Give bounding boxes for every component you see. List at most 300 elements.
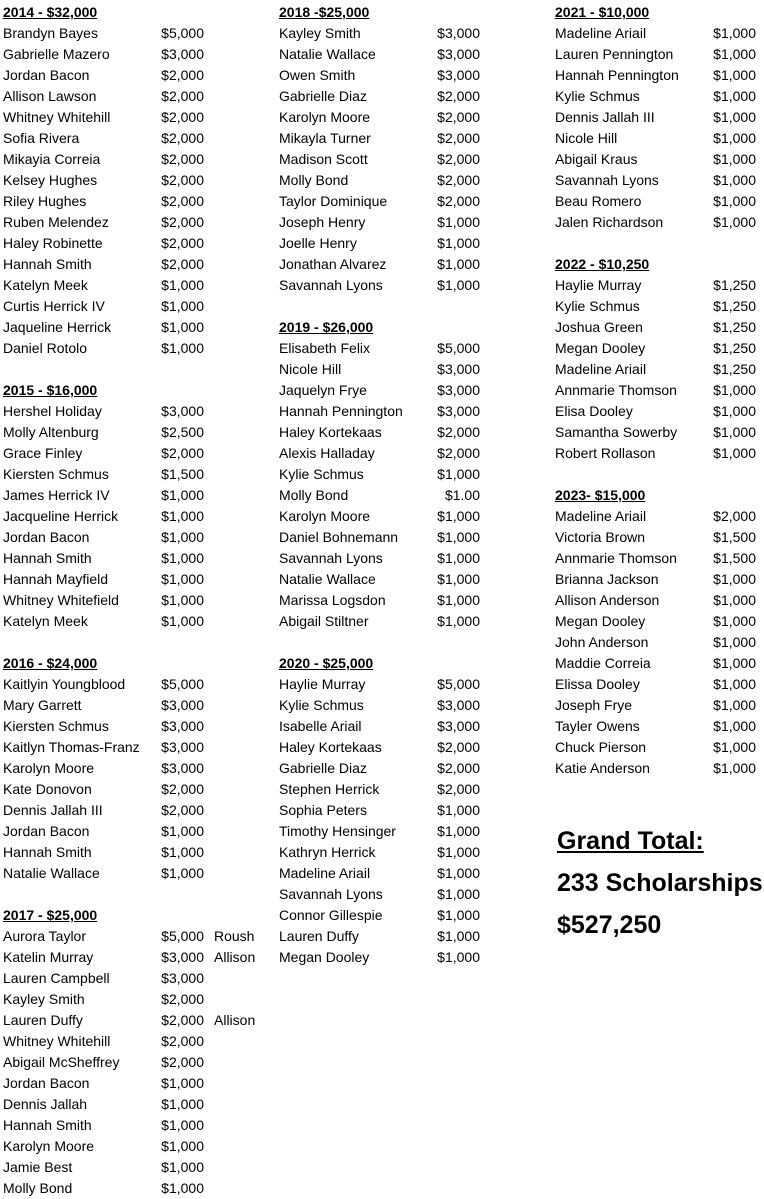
scholarship-row [279, 464, 549, 485]
scholarship-row [279, 212, 549, 233]
award-amount: $1,000 [161, 844, 204, 860]
award-amount: $2,000 [161, 214, 204, 230]
award-amount: $1.00 [444, 487, 480, 503]
award-amount: $1,000 [437, 949, 480, 965]
year-header: 2022 - $10,250 [555, 256, 650, 272]
year-section [555, 254, 764, 485]
award-amount: $1,000 [713, 634, 756, 650]
scholarship-row [3, 191, 273, 212]
award-amount: $1,000 [713, 613, 756, 629]
award-amount: $2,000 [161, 1054, 204, 1070]
scholarship-row [3, 401, 273, 422]
recipient-name: Kaitlyn Thomas-Franz [3, 739, 140, 755]
scholarship-row [3, 317, 273, 338]
recipient-name: Hannah Mayfield [3, 571, 109, 587]
recipient-name: Brianna Jackson [555, 571, 659, 587]
award-amount: $1,500 [161, 466, 204, 482]
scholarship-row [3, 212, 273, 233]
recipient-name: Hannah Smith [3, 1117, 92, 1133]
scholarship-row [279, 758, 549, 779]
recipient-name: Haley Robinette [3, 235, 103, 251]
recipient-name: Alexis Halladay [279, 445, 375, 461]
year-section [3, 653, 273, 905]
scholarship-row [3, 800, 273, 821]
award-amount: $3,000 [437, 46, 480, 62]
award-amount: $2,000 [437, 130, 480, 146]
award-amount: $1,000 [161, 613, 204, 629]
award-amount: $1,000 [713, 46, 756, 62]
scholarship-row [555, 359, 764, 380]
recipient-name: Natalie Wallace [279, 571, 376, 587]
recipient-name: Jacqueline Herrick [3, 508, 119, 524]
recipient-name: Savannah Lyons [555, 172, 659, 188]
recipient-name: Whitney Whitehill [3, 109, 111, 125]
scholarship-row [555, 548, 764, 569]
award-amount: $1,000 [713, 571, 756, 587]
award-amount: $1,000 [161, 571, 204, 587]
year-section [555, 485, 764, 779]
award-amount: $2,000 [161, 130, 204, 146]
scholarship-row [279, 254, 549, 275]
recipient-name: Jordan Bacon [3, 823, 90, 839]
award-amount: $5,000 [161, 25, 204, 41]
recipient-name: Gabrielle Diaz [279, 88, 367, 104]
recipient-name: Haylie Murray [555, 277, 642, 293]
recipient-name: Annmarie Thomson [555, 382, 677, 398]
scholarship-row [3, 1031, 273, 1052]
award-amount: $2,000 [437, 739, 480, 755]
scholarship-row [3, 527, 273, 548]
recipient-name: Hannah Pennington [279, 403, 403, 419]
year-header: 2019 - $26,000 [279, 319, 374, 335]
scholarship-row [279, 401, 549, 422]
recipient-name: Hershel Holiday [3, 403, 102, 419]
scholarship-row [279, 863, 549, 884]
recipient-name: Savannah Lyons [279, 550, 383, 566]
scholarship-row [279, 779, 549, 800]
recipient-name: Lauren Pennington [555, 46, 674, 62]
scholarship-row [555, 23, 764, 44]
recipient-name: Hannah Smith [3, 256, 92, 272]
award-amount: $3,000 [437, 361, 480, 377]
scholarship-row [555, 296, 764, 317]
award-amount: $2,000 [437, 760, 480, 776]
scholarship-row [555, 401, 764, 422]
scholarship-row [555, 695, 764, 716]
recipient-name: Sophia Peters [279, 802, 367, 818]
recipient-name: Kelsey Hughes [3, 172, 98, 188]
recipient-name: Robert Rollason [555, 445, 656, 461]
scholarship-row [279, 86, 549, 107]
award-amount: $1,000 [713, 424, 756, 440]
scholarship-row [3, 485, 273, 506]
scholarship-row [3, 233, 273, 254]
year-section [555, 2, 764, 254]
award-amount: $1,000 [161, 529, 204, 545]
recipient-name: Taylor Dominique [279, 193, 388, 209]
award-amount: $5,000 [437, 340, 480, 356]
scholarship-row [3, 44, 273, 65]
award-amount: $1,000 [161, 340, 204, 356]
award-amount: $1,000 [437, 613, 480, 629]
scholarship-row [3, 65, 273, 86]
recipient-name: Haley Kortekaas [279, 739, 382, 755]
scholarship-row [555, 527, 764, 548]
award-amount: $2,000 [161, 1033, 204, 1049]
scholarship-row [3, 149, 273, 170]
award-amount: $1,000 [713, 403, 756, 419]
award-amount: $1,000 [437, 802, 480, 818]
recipient-name: Madeline Ariail [279, 865, 371, 881]
scholarship-row [279, 23, 549, 44]
scholarship-row [3, 1010, 273, 1031]
scholarship-row [279, 905, 549, 926]
scholarship-row [279, 506, 549, 527]
recipient-name: Stephen Herrick [279, 781, 380, 797]
recipient-name: Madison Scott [279, 151, 368, 167]
recipient-name: Madeline Ariail [555, 361, 647, 377]
recipient-name: Allison Lawson [3, 88, 97, 104]
recipient-name: Jordan Bacon [3, 529, 90, 545]
column-2 [279, 2, 549, 968]
award-amount: $3,000 [161, 760, 204, 776]
scholarship-row [279, 842, 549, 863]
award-amount: $2,000 [161, 1012, 204, 1028]
award-amount: $3,000 [161, 970, 204, 986]
recipient-name: Natalie Wallace [3, 865, 100, 881]
scholarship-row [555, 44, 764, 65]
scholarship-row [555, 212, 764, 233]
recipient-name: Gabrielle Mazero [3, 46, 110, 62]
award-amount: $2,000 [161, 151, 204, 167]
award-amount: $1,000 [161, 1159, 204, 1175]
year-header: 2020 - $25,000 [279, 655, 374, 671]
award-amount: $2,000 [161, 172, 204, 188]
award-amount: $1,000 [713, 193, 756, 209]
recipient-name: Sofia Rivera [3, 130, 80, 146]
grand-total-amount: $527,250 [557, 911, 662, 939]
award-amount: $1,000 [161, 298, 204, 314]
section-spacer [555, 233, 764, 254]
recipient-name: Elissa Dooley [555, 676, 640, 692]
award-amount: $1,250 [713, 298, 756, 314]
award-amount: $3,000 [161, 403, 204, 419]
recipient-name: Marissa Logsdon [279, 592, 386, 608]
award-amount: $2,000 [437, 193, 480, 209]
award-amount: $2,000 [161, 109, 204, 125]
scholarship-row [555, 128, 764, 149]
grand-total [557, 820, 763, 946]
award-amount: $1,250 [713, 361, 756, 377]
recipient-name: Elisa Dooley [555, 403, 633, 419]
award-amount: $1,250 [713, 340, 756, 356]
scholarship-row [279, 233, 549, 254]
scholarship-row [3, 1136, 273, 1157]
scholarship-row [555, 674, 764, 695]
scholarship-row [555, 758, 764, 779]
recipient-name: Dennis Jallah [3, 1096, 88, 1112]
scholarship-row [555, 653, 764, 674]
award-amount: $5,000 [161, 928, 204, 944]
section-spacer [555, 464, 764, 485]
award-amount: $2,000 [161, 991, 204, 1007]
recipient-name: Aurora Taylor [3, 928, 87, 944]
column-3 [555, 2, 764, 779]
recipient-name: Megan Dooley [279, 949, 370, 965]
scholarship-row [279, 548, 549, 569]
award-amount: $2,500 [161, 424, 204, 440]
scholarship-row [3, 716, 273, 737]
scholarship-row [555, 191, 764, 212]
scholarship-row [279, 422, 549, 443]
section-spacer [3, 632, 273, 653]
recipient-name: Katie Anderson [555, 760, 650, 776]
year-header: 2015 - $16,000 [3, 382, 98, 398]
award-amount: $2,000 [437, 424, 480, 440]
scholarship-row [555, 590, 764, 611]
award-amount: $1,000 [437, 865, 480, 881]
award-amount: $1,000 [437, 550, 480, 566]
recipient-name: Hannah Smith [3, 550, 92, 566]
recipient-name: Abigail Kraus [555, 151, 638, 167]
recipient-name: Savannah Lyons [279, 886, 383, 902]
scholarship-row [279, 443, 549, 464]
award-amount: $3,000 [161, 949, 204, 965]
recipient-name: Megan Dooley [555, 340, 646, 356]
award-amount: $2,000 [161, 235, 204, 251]
recipient-name: Kayley Smith [3, 991, 85, 1007]
recipient-name: Joseph Frye [555, 697, 633, 713]
recipient-name: Jamie Best [3, 1159, 73, 1175]
recipient-name: Riley Hughes [3, 193, 87, 209]
scholarship-row [3, 737, 273, 758]
recipient-name: Lauren Campbell [3, 970, 110, 986]
award-amount: $5,000 [437, 676, 480, 692]
recipient-name: Megan Dooley [555, 613, 646, 629]
award-amount: $1,000 [161, 1180, 204, 1196]
award-amount: $2,000 [437, 151, 480, 167]
scholarship-row [279, 149, 549, 170]
award-amount: $1,000 [437, 466, 480, 482]
section-spacer [3, 359, 273, 380]
scholarship-row [3, 170, 273, 191]
award-amount: $2,000 [437, 445, 480, 461]
year-section [3, 2, 273, 380]
recipient-name: Joseph Henry [279, 214, 366, 230]
award-amount: $1,000 [437, 907, 480, 923]
section-spacer [279, 296, 549, 317]
scholarship-row [279, 275, 549, 296]
recipient-name: Connor Gillespie [279, 907, 383, 923]
scholarship-row [555, 632, 764, 653]
year-section [279, 2, 549, 317]
scholarship-row [555, 86, 764, 107]
award-amount: $1,000 [437, 571, 480, 587]
recipient-name: Katelyn Meek [3, 277, 88, 293]
year-header: 2017 - $25,000 [3, 907, 98, 923]
award-amount: $3,000 [437, 67, 480, 83]
scholarship-row [3, 1073, 273, 1094]
recipient-name: Abigail Stiltner [279, 613, 369, 629]
award-amount: $1,000 [437, 508, 480, 524]
scholarship-row [555, 380, 764, 401]
award-amount: $1,000 [713, 718, 756, 734]
scholarship-row [3, 1094, 273, 1115]
recipient-name: Haylie Murray [279, 676, 366, 692]
award-amount: $1,000 [437, 277, 480, 293]
award-amount: $1,000 [713, 109, 756, 125]
recipient-name: Abigail McSheffrey [3, 1054, 120, 1070]
award-amount: $3,000 [437, 718, 480, 734]
recipient-name: Natalie Wallace [279, 46, 376, 62]
award-amount: $1,000 [713, 445, 756, 461]
award-amount: $2,000 [161, 256, 204, 272]
section-spacer [3, 884, 273, 905]
scholarship-row [3, 548, 273, 569]
recipient-name: Kathryn Herrick [279, 844, 376, 860]
column-1 [3, 2, 273, 1199]
scholarship-row [3, 296, 273, 317]
scholarship-row [3, 128, 273, 149]
award-amount: $2,000 [437, 781, 480, 797]
award-amount: $1,500 [713, 529, 756, 545]
recipient-name: Kylie Schmus [555, 88, 640, 104]
recipient-name: Mary Garrett [3, 697, 82, 713]
award-amount: $1,000 [713, 592, 756, 608]
recipient-name: Jordan Bacon [3, 67, 90, 83]
scholarship-row [279, 695, 549, 716]
recipient-name: Joelle Henry [279, 235, 357, 251]
recipient-name: Kiersten Schmus [3, 718, 109, 734]
scholarship-row [555, 611, 764, 632]
scholarship-row [279, 926, 549, 947]
recipient-name: Daniel Bohnemann [279, 529, 399, 545]
recipient-name: Dennis Jallah III [3, 802, 103, 818]
recipient-name: Chuck Pierson [555, 739, 647, 755]
award-amount: $1,000 [161, 1096, 204, 1112]
scholarship-row [3, 1115, 273, 1136]
award-amount: $1,000 [713, 172, 756, 188]
scholarship-row [279, 674, 549, 695]
scholarship-row [3, 926, 273, 947]
award-amount: $3,000 [161, 697, 204, 713]
award-amount: $2,000 [161, 802, 204, 818]
scholarship-row [3, 947, 273, 968]
scholarship-row [279, 65, 549, 86]
recipient-name: Jaqueline Herrick [3, 319, 112, 335]
recipient-name: Kylie Schmus [555, 298, 640, 314]
award-amount: $1,000 [437, 844, 480, 860]
recipient-name: Allison Anderson [555, 592, 660, 608]
recipient-name: Elisabeth Felix [279, 340, 371, 356]
year-header: 2018 -$25,000 [279, 4, 370, 20]
recipient-name: Jordan Bacon [3, 1075, 90, 1091]
award-amount: $1,500 [713, 550, 756, 566]
recipient-name: Timothy Hensinger [279, 823, 396, 839]
award-amount: $1,000 [161, 592, 204, 608]
scholarship-row [3, 1052, 273, 1073]
scholarship-row [555, 107, 764, 128]
award-amount: $1,000 [713, 130, 756, 146]
scholarship-row [279, 821, 549, 842]
award-amount: $1,000 [713, 697, 756, 713]
scholarship-row [3, 443, 273, 464]
scholarship-row [555, 737, 764, 758]
recipient-name: Madeline Ariail [555, 508, 647, 524]
recipient-name: Isabelle Ariail [279, 718, 362, 734]
scholarship-row [3, 107, 273, 128]
award-amount: $1,000 [161, 277, 204, 293]
recipient-name: Tayler Owens [555, 718, 640, 734]
award-amount: $1,000 [713, 25, 756, 41]
recipient-name: Jonathan Alvarez [279, 256, 387, 272]
recipient-name: Grace Finley [3, 445, 83, 461]
scholarship-row [3, 611, 273, 632]
scholarship-row [279, 380, 549, 401]
year-section [3, 380, 273, 653]
scholarship-row [3, 422, 273, 443]
scholarship-row [3, 758, 273, 779]
recipient-name: Dennis Jallah III [555, 109, 655, 125]
recipient-name: Annmarie Thomson [555, 550, 677, 566]
award-amount: $2,000 [437, 88, 480, 104]
scholarship-row [555, 506, 764, 527]
scholarship-row [3, 779, 273, 800]
grand-total-count: 233 Scholarships [557, 869, 763, 897]
recipient-name: Karolyn Moore [3, 760, 95, 776]
award-amount: $3,000 [161, 739, 204, 755]
recipient-name: Molly Bond [3, 1180, 73, 1196]
recipient-name: Savannah Lyons [279, 277, 383, 293]
recipient-name: Nicole Hill [555, 130, 618, 146]
award-amount: $2,000 [161, 193, 204, 209]
award-amount: $3,000 [161, 718, 204, 734]
scholarship-row [279, 590, 549, 611]
award-amount: $3,000 [437, 697, 480, 713]
award-amount: $2,000 [161, 445, 204, 461]
grand-total-title: Grand Total: [557, 827, 704, 855]
recipient-name: James Herrick IV [3, 487, 110, 503]
recipient-name: Daniel Rotolo [3, 340, 88, 356]
year-header: 2023- $15,000 [555, 487, 646, 503]
award-amount: $1,000 [161, 1075, 204, 1091]
recipient-name: Samantha Sowerby [555, 424, 678, 440]
recipient-name: Whitney Whitehill [3, 1033, 111, 1049]
recipient-name: Beau Romero [555, 193, 642, 209]
scholarship-row [279, 485, 549, 506]
recipient-name: Katelyn Meek [3, 613, 88, 629]
award-amount: $1,000 [713, 88, 756, 104]
scholarship-row [555, 275, 764, 296]
scholarship-row [3, 506, 273, 527]
recipient-name: Jaquelyn Frye [279, 382, 367, 398]
award-amount: $1,250 [713, 277, 756, 293]
award-amount: $2,000 [713, 508, 756, 524]
award-amount: $3,000 [161, 46, 204, 62]
scholarship-row [279, 170, 549, 191]
award-amount: $2,000 [161, 88, 204, 104]
scholarship-row [3, 989, 273, 1010]
scholarship-row [279, 884, 549, 905]
scholarship-row [555, 170, 764, 191]
recipient-name: Kiersten Schmus [3, 466, 109, 482]
scholarship-row [3, 968, 273, 989]
recipient-name: Joshua Green [555, 319, 643, 335]
scholarship-row [279, 338, 549, 359]
recipient-name: Kayley Smith [279, 25, 361, 41]
scholarship-row [279, 359, 549, 380]
scholarship-row [555, 569, 764, 590]
